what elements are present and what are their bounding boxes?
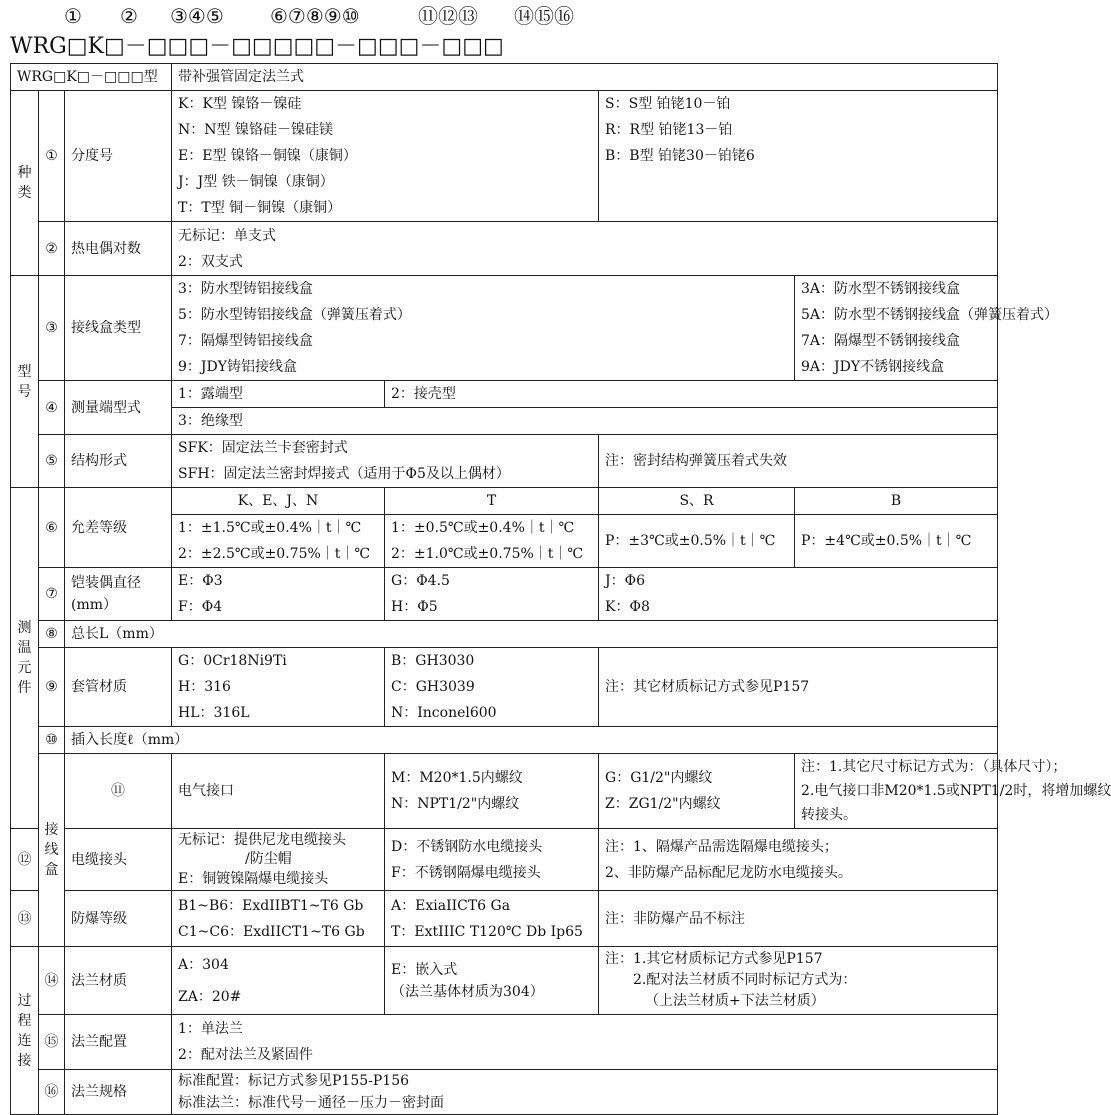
- item-name: 电缆接头: [65, 829, 172, 891]
- item-name: 防爆等级: [65, 891, 172, 947]
- list-item: R：R型 铂铑13－铂: [605, 122, 733, 138]
- item-name: 分度号: [65, 91, 172, 222]
- row-12: [11, 829, 998, 891]
- tolerance-kejn: [172, 515, 385, 568]
- item-number: ⑬: [11, 891, 39, 947]
- item-name: 法兰配置: [65, 1015, 172, 1070]
- note-line: 2.电气接口非M20*1.5或NPT1/2时，将增加螺纹: [801, 783, 1111, 799]
- category-process: 过 程 连 接: [11, 947, 39, 1115]
- sheath-material-note: 注：其它材质标记方式参见P157: [599, 648, 998, 727]
- tolerance-header-t: T: [385, 488, 599, 515]
- list-item: 7A：隔爆型不锈钢接线盒: [801, 333, 961, 349]
- item-name: 法兰规格: [65, 1070, 172, 1115]
- row-9: [11, 648, 998, 727]
- list-item: D：不锈钢防水电缆接头: [391, 838, 543, 855]
- item-name: 结构形式: [65, 435, 172, 488]
- row-16: [11, 1070, 998, 1115]
- item-name: 允差等级: [65, 488, 172, 568]
- item-number: ①: [39, 91, 65, 222]
- list-item: SFK：固定法兰卡套密封式: [178, 440, 348, 456]
- item-number: ⑭: [39, 947, 65, 1015]
- diameter-col-1: [172, 568, 385, 621]
- list-item: 3：防水型铸铝接线盒: [178, 281, 313, 297]
- title-desc: 带补强管固定法兰式: [172, 64, 998, 91]
- structure-options: [172, 435, 599, 488]
- row-14: [11, 947, 998, 1015]
- list-item: 7：隔爆型铸铝接线盒: [178, 333, 313, 349]
- measure-end-b: 2：接壳型: [385, 381, 998, 408]
- item-name: 总长L（mm）: [65, 621, 998, 648]
- item-number: ⑤: [39, 435, 65, 488]
- diameter-col-3: [599, 568, 998, 621]
- list-item: 5：防水型铸铝接线盒（弹簧压着式）: [178, 307, 411, 323]
- list-item: E：铜镀镍隔爆电缆接头: [178, 870, 329, 887]
- list-item: 1：单法兰: [178, 1021, 243, 1037]
- list-item: M：M20*1.5内螺纹: [391, 770, 523, 786]
- list-item: G：G1/2"内螺纹: [605, 770, 713, 786]
- row-7: [11, 568, 998, 621]
- list-item: A：ExiaIICT6 Ga: [391, 897, 511, 914]
- tolerance-b: P：±4℃或±0.5%｜t｜℃: [795, 515, 998, 568]
- list-item: 标准法兰：标准代号－通径－压力－密封面: [178, 1095, 445, 1111]
- item-name: 法兰材质: [65, 947, 172, 1015]
- list-item: HL：316L: [178, 705, 250, 721]
- electrical-interface-note: [795, 754, 1111, 829]
- electrical-interface-col-2: [599, 754, 795, 829]
- list-item: 2：±2.5℃或±0.75%｜t｜℃: [178, 546, 371, 562]
- list-item: H：Φ5: [391, 599, 438, 615]
- list-item: J：J型 铁－铜镍（康铜）: [178, 174, 334, 190]
- flange-spec-options: [172, 1070, 998, 1115]
- thermocouple-types-right: [599, 91, 998, 222]
- item-name: 测量端型式: [65, 381, 172, 435]
- list-item: （法兰基体材质为304）: [391, 983, 544, 1000]
- junction-box-left: [172, 276, 795, 381]
- list-item: 9：JDY铸铝接线盒: [178, 359, 298, 375]
- list-item: A：304: [178, 956, 229, 973]
- explosion-proof-col-1: [172, 891, 385, 947]
- tolerance-header-sr: S、R: [599, 488, 795, 515]
- measure-end-c: 3：绝缘型: [172, 408, 998, 435]
- item-number: ⑮: [39, 1015, 65, 1070]
- row-10: [11, 727, 998, 754]
- category-model: 型 号: [11, 276, 39, 488]
- list-item: N：Inconel600: [391, 705, 497, 721]
- note-line: （上法兰材质+下法兰材质）: [645, 993, 825, 1009]
- junction-box-right: [795, 276, 1059, 381]
- note-line: 注：1.其它尺寸标记方式为：（具体尺寸）；: [801, 759, 1067, 775]
- row-6-header: [11, 488, 998, 515]
- list-item: 3A：防水型不锈钢接线盒: [801, 281, 961, 297]
- tolerance-header-kejn: K、E、J、N: [172, 488, 385, 515]
- item-number: ②: [39, 222, 65, 276]
- list-item: 1：±0.5℃或±0.4%｜t｜℃: [391, 520, 575, 536]
- list-item: 2：±1.0℃或±0.75%｜t｜℃: [391, 546, 584, 562]
- title-code: WRG□K□－□□□型: [11, 64, 172, 91]
- flange-material-note: [599, 947, 998, 1015]
- position-numbers-6-10: ⑥⑦⑧⑨⑩: [270, 4, 360, 28]
- note-line: 注：1、隔爆产品需选隔爆电缆接头；: [605, 838, 838, 855]
- position-number-2: ②: [120, 4, 138, 28]
- item-name-line: 铠装偶直径: [71, 575, 141, 591]
- row-2: [11, 222, 998, 276]
- list-item: G：0Cr18Ni9Ti: [178, 653, 287, 669]
- list-item: B：GH3030: [391, 653, 475, 669]
- item-number: ⑦: [39, 568, 65, 621]
- list-item: 1：±1.5℃或±0.4%｜t｜℃: [178, 520, 362, 536]
- note-line: 2.配对法兰材质不同时标记方式为：: [633, 972, 857, 988]
- item-name: 电气接口: [172, 754, 385, 829]
- row-8: [11, 621, 998, 648]
- item-name: 套管材质: [65, 648, 172, 727]
- row-11: [11, 754, 998, 829]
- list-item: G：Φ4.5: [391, 573, 450, 589]
- note-line: 注：1.其它材质标记方式参见P157: [605, 951, 823, 967]
- tolerance-t: [385, 515, 599, 568]
- list-item: B1~B6：ExdIIBT1~T6 Gb: [178, 897, 364, 914]
- list-item: 标准配置：标记方式参见P155-P156: [178, 1073, 410, 1089]
- list-item: H：316: [178, 679, 231, 695]
- list-item: 5A：防水型不锈钢接线盒（弹簧压着式）: [801, 307, 1059, 323]
- list-item: S：S型 铂铑10－铂: [605, 96, 731, 112]
- list-item: B：B型 铂铑30－铂铑6: [605, 148, 755, 164]
- item-number: ⑩: [39, 727, 65, 754]
- measure-end-a: 1：露端型: [172, 381, 385, 408]
- list-item: J：Φ6: [605, 573, 646, 589]
- item-number: ⑫: [11, 829, 39, 891]
- position-numbers-3-5: ③④⑤: [170, 4, 224, 28]
- list-item: N：N型 镍铬硅－镍硅镁: [178, 122, 333, 138]
- item-number: ⑪: [65, 754, 172, 829]
- row-1: [11, 91, 998, 222]
- category-element: 测 温 元 件: [11, 488, 39, 829]
- list-item: 无标记：单支式: [178, 227, 277, 244]
- row-3: [11, 276, 998, 381]
- item-number: ⑧: [39, 621, 65, 648]
- position-numbers-11-13: ⑪⑫⑬: [418, 4, 478, 28]
- list-item: 无标记：提供尼龙电缆接头: [178, 831, 347, 848]
- list-item: 2：配对法兰及紧固件: [178, 1047, 313, 1063]
- item-number: ⑨: [39, 648, 65, 727]
- note-line: 转接头。: [801, 807, 858, 823]
- position-number-1: ①: [64, 4, 82, 28]
- structure-note: 注：密封结构弹簧压着式失效: [599, 435, 998, 488]
- list-item: C：GH3039: [391, 679, 475, 695]
- item-name: 热电偶对数: [65, 222, 172, 276]
- category-kind: 种 类: [11, 91, 39, 276]
- item-name: [65, 568, 172, 621]
- flange-material-col-1: [172, 947, 385, 1015]
- list-item: K：K型 镍铬－镍硅: [178, 96, 302, 112]
- item-name: 插入长度ℓ（mm）: [65, 727, 998, 754]
- thermocouple-types-left: [172, 91, 599, 222]
- explosion-proof-col-2: [385, 891, 599, 947]
- list-item: N：NPT1/2"内螺纹: [391, 796, 520, 812]
- list-item: F：Φ4: [178, 599, 223, 615]
- list-item: 9A：JDY不锈钢接线盒: [801, 359, 945, 375]
- sheath-material-col-2: [385, 648, 599, 727]
- diameter-col-2: [385, 568, 599, 621]
- tolerance-sr: P：±3℃或±0.5%｜t｜℃: [599, 515, 795, 568]
- item-name-line: (mm）: [71, 597, 118, 613]
- list-item: T：ExtIIIC T120℃ Db Ip65: [391, 923, 583, 940]
- item-number: ⑥: [39, 488, 65, 568]
- list-item: 2：双支式: [178, 253, 243, 270]
- row-15: [11, 1015, 998, 1070]
- pair-count-options: [172, 222, 998, 276]
- list-item: Z：ZG1/2"内螺纹: [605, 796, 721, 812]
- list-item: E：E型 镍铬－铜镍（康铜）: [178, 148, 357, 164]
- spec-table: [10, 63, 1111, 1115]
- item-number: ④: [39, 381, 65, 435]
- tolerance-header-b: B: [795, 488, 998, 515]
- model-header: [0, 0, 1000, 66]
- flange-material-col-2: [385, 947, 599, 1015]
- row-13: [11, 891, 998, 947]
- list-item: K：Φ8: [605, 599, 650, 615]
- cable-gland-col-1: [172, 829, 385, 891]
- item-name: 接线盒类型: [65, 276, 172, 381]
- table-title-row: [11, 64, 998, 91]
- category-junction: 接 线 盒: [39, 754, 65, 947]
- list-item: SFH：固定法兰密封焊接式（适用于Φ5及以上偶材）: [178, 466, 510, 482]
- model-code: WRG□K□－□□□－□□□□□－□□□－□□□: [10, 34, 504, 59]
- list-item: E：嵌入式: [391, 961, 458, 978]
- row-5: [11, 435, 998, 488]
- flange-config-options: [172, 1015, 998, 1070]
- list-item: ZA：20#: [178, 988, 242, 1005]
- position-numbers-14-16: ⑭⑮⑯: [514, 4, 574, 28]
- list-item: C1~C6：ExdIICT1~T6 Gb: [178, 923, 365, 940]
- explosion-proof-note: 注：非防爆产品不标注: [599, 891, 998, 947]
- sheath-material-col-1: [172, 648, 385, 727]
- item-number: ⑯: [39, 1070, 65, 1115]
- cable-gland-note: [599, 829, 998, 891]
- list-item: /防尘帽: [245, 850, 292, 867]
- note-line: 2、非防爆产品标配尼龙防水电缆接头。: [605, 864, 852, 881]
- item-number: ③: [39, 276, 65, 381]
- list-item: E：Φ3: [178, 573, 223, 589]
- cable-gland-col-2: [385, 829, 599, 891]
- list-item: F：不锈钢隔爆电缆接头: [391, 864, 541, 881]
- electrical-interface-col-1: [385, 754, 599, 829]
- list-item: T：T型 铜－铜镍（康铜）: [178, 200, 342, 216]
- row-4a: [11, 381, 998, 408]
